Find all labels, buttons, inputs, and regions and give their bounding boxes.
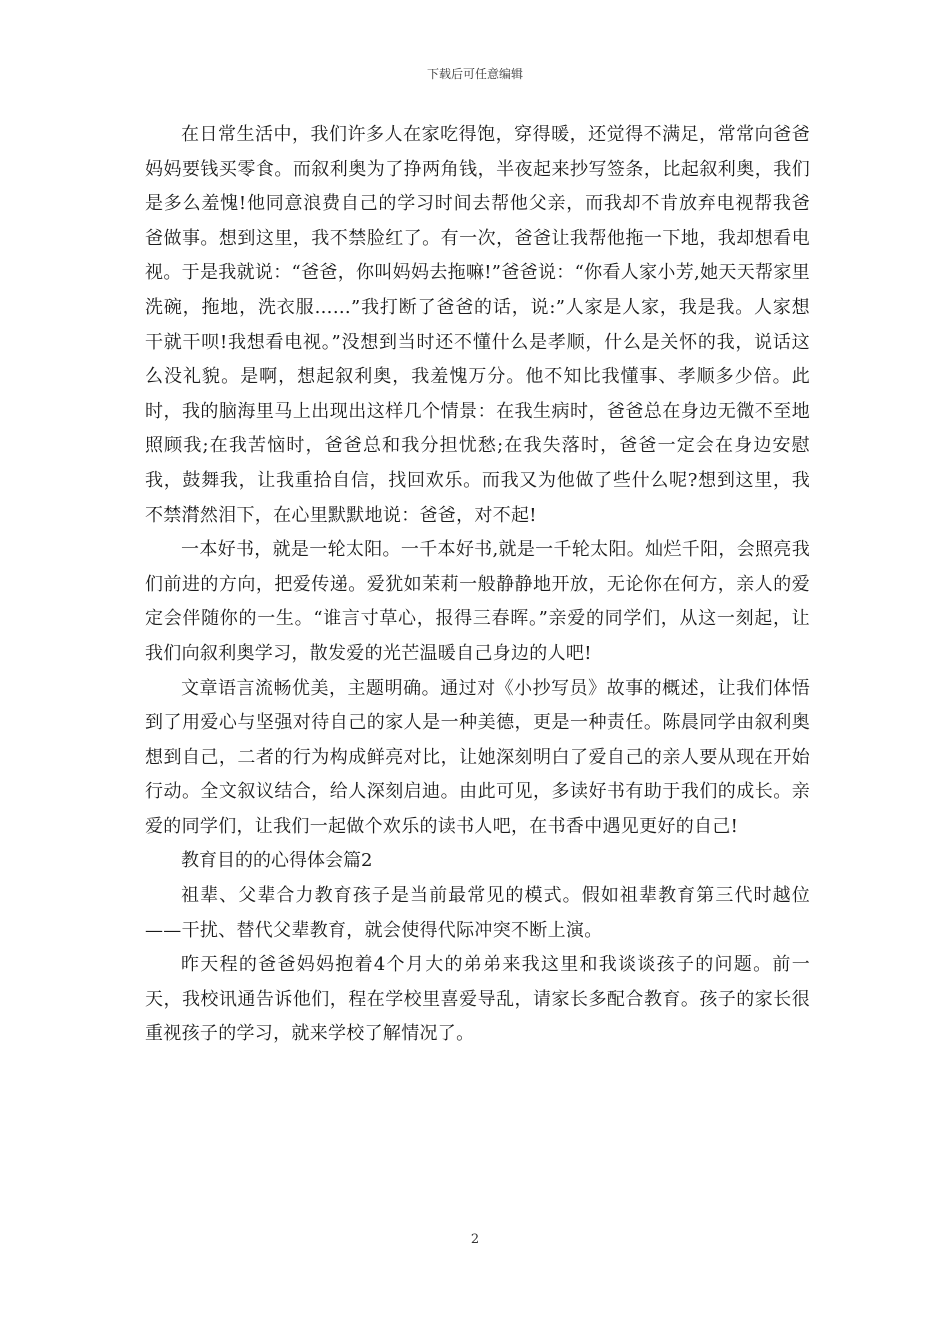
page-number: 2: [470, 1232, 480, 1247]
section-title: 教育目的的心得体会篇2: [181, 850, 373, 872]
page-header: 下载后可任意编辑: [426, 67, 523, 81]
document-body: [145, 118, 810, 1052]
paragraph-4: 祖辈、父辈合力教育孩子是当前最常见的模式。假如祖辈教育第三代时越位——干扰、替代父辈教育，就会使得代际冲突不断上演。: [145, 885, 810, 941]
paragraph-1: 在日常生活中，我们许多人在家吃得饱，穿得暖，还觉得不满足，常常向爸爸妈妈要钱买零食。而叙利奥为了挣两角钱，半夜起来抄写签条，比起叙利奥，我们是多么羞愧!他同意浪费自己的学习时间去帮他父亲，而我却不肯放弃电视帮我爸爸做事。想到这里，我不禁脸红了。有一次，爸爸让我帮他拖一下地，我却想看电视。于是我就说：“爸爸，你叫妈妈去拖嘛!”爸爸说：“你看人家小芳,她天天帮家里洗碗，拖地，洗衣服……”我打断了爸爸的话，说:”人家是人家，我是我。人家想干就干呗!我想看电视。”没想到当时还不懂什么是孝顺，什么是关怀的我，说话这么没礼貌。是啊，想起叙利奥，我羞愧万分。他不知比我懂事、孝顺多少倍。此时，我的脑海里马上出现出这样几个情景：在我生病时，爸爸总在身边无微不至地照顾我;在我苦恼时，爸爸总和我分担忧愁;在我失落时，爸爸一定会在身边安慰我，鼓舞我，让我重拾自信，找回欢乐。而我又为他做了些什么呢?想到这里，我不禁潸然泪下，在心里默默地说：爸爸，对不起!: [145, 124, 810, 526]
paragraph-3: 文章语言流畅优美，主题明确。通过对《小抄写员》故事的概述，让我们体悟到了用爱心与坚强对待自己的家人是一种美德，更是一种责任。陈晨同学由叙利奥想到自己，二者的行为构成鲜亮对比，让她深刻明白了爱自己的亲人要从现在开始行动。全文叙议结合，给人深刻启迪。由此可见，多读好书有助于我们的成长。亲爱的同学们，让我们一起做个欢乐的读书人吧，在书香中遇见更好的自己!: [145, 677, 810, 837]
paragraph-5: 昨天程的爸爸妈妈抱着4个月大的弟弟来我这里和我谈谈孩子的问题。前一天，我校讯通告诉他们，程在学校里喜爱导乱，请家长多配合教育。孩子的家长很重视孩子的学习，就来学校了解情况了。: [145, 954, 810, 1045]
paragraph-2: 一本好书，就是一轮太阳。一千本好书,就是一千轮太阳。灿烂千阳，会照亮我们前进的方向，把爱传递。爱犹如茉莉一般静静地开放，无论你在何方，亲人的爱定会伴随你的一生。“谁言寸草心，报得三春晖。”亲爱的同学们，从这一刻起，让我们向叙利奥学习，散发爱的光芒温暖自己身边的人吧!: [145, 539, 810, 664]
